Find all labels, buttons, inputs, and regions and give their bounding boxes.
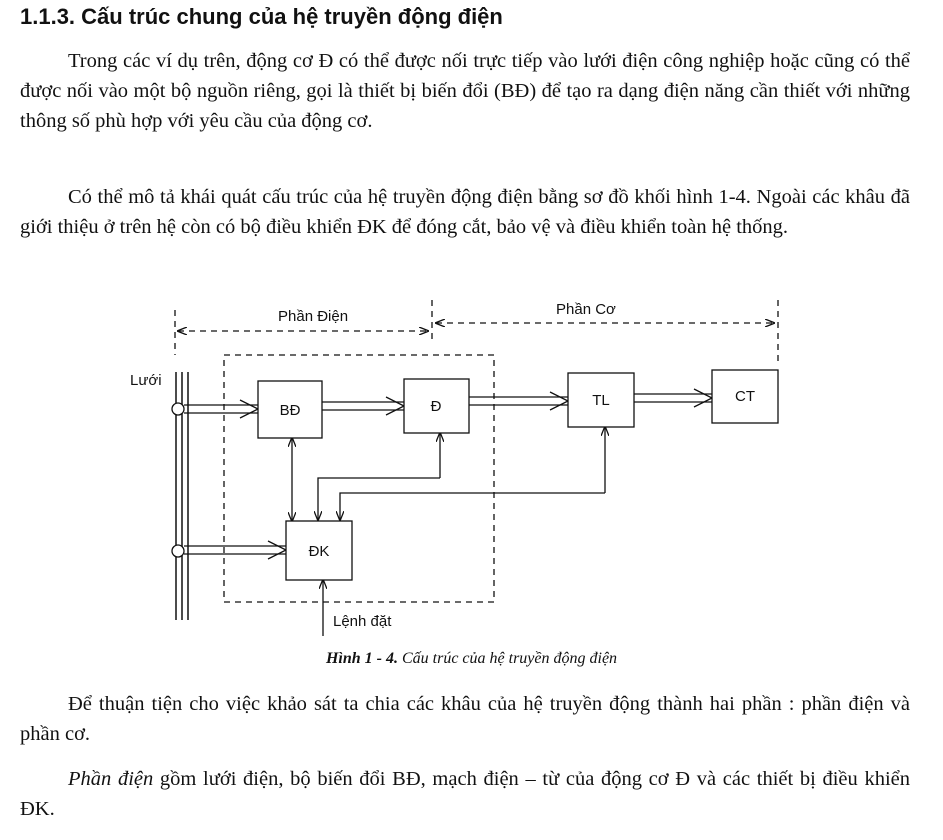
grid-bus bbox=[172, 372, 188, 620]
svg-text:TL: TL bbox=[592, 392, 610, 409]
svg-text:BĐ: BĐ bbox=[279, 402, 301, 419]
svg-text:CT: CT bbox=[735, 388, 755, 405]
block-d bbox=[404, 379, 469, 433]
paragraph-electrical-part bbox=[20, 764, 910, 824]
caption-text: Cấu trúc của hệ truyền động điện bbox=[401, 650, 618, 667]
paragraph-electrical-rest: gồm lưới điện, bộ biến đổi BĐ, mạch điện – từ của động cơ Đ và các thiết bị điều khiển ĐK. bbox=[20, 768, 910, 820]
label-phan-co: Phần Cơ bbox=[556, 301, 616, 318]
range-markers bbox=[175, 300, 778, 365]
label-lenh-dat: Lệnh đặt bbox=[333, 613, 392, 630]
svg-text:ĐK: ĐK bbox=[308, 543, 330, 560]
term-phan-dien: Phần điện bbox=[68, 768, 154, 790]
block-dk bbox=[286, 521, 352, 580]
block-bd bbox=[258, 381, 322, 438]
block-ct bbox=[712, 370, 778, 423]
caption-label: Hình 1 - 4. bbox=[325, 650, 398, 667]
figure-caption bbox=[0, 650, 943, 668]
paragraph-structure: Có thể mô tả khái quát cấu trúc của hệ truyền động điện bằng sơ đồ khối hình 1-4. Ngoài các khâu đã giới thiệu ở trên hệ còn có bộ điều khiển ĐK để đóng cắt, bảo vệ và điều khiển toàn hệ thống. bbox=[20, 186, 910, 238]
label-phan-dien: Phần Điện bbox=[278, 308, 349, 325]
paragraph-intro: Trong các ví dụ trên, động cơ Đ có thể được nối trực tiếp vào lưới điện công nghiệp hoặc cũng có thể được nối vào một bộ nguồn riêng, gọi là thiết bị biến đổi (BĐ) để tạo ra dạng điện năng cần thiết với những thông số phù hợp với yêu cầu của động cơ. bbox=[20, 50, 910, 132]
paragraph-division: Để thuận tiện cho việc khảo sát ta chia các khâu của hệ truyền động thành hai phần : phần điện và phần cơ. bbox=[20, 693, 910, 745]
section-heading: 1.1.3. Cấu trúc chung của hệ truyền động điện bbox=[20, 4, 503, 29]
block-tl bbox=[568, 373, 634, 427]
svg-text:Đ: Đ bbox=[430, 398, 442, 415]
label-luoi: Lưới bbox=[130, 372, 162, 389]
